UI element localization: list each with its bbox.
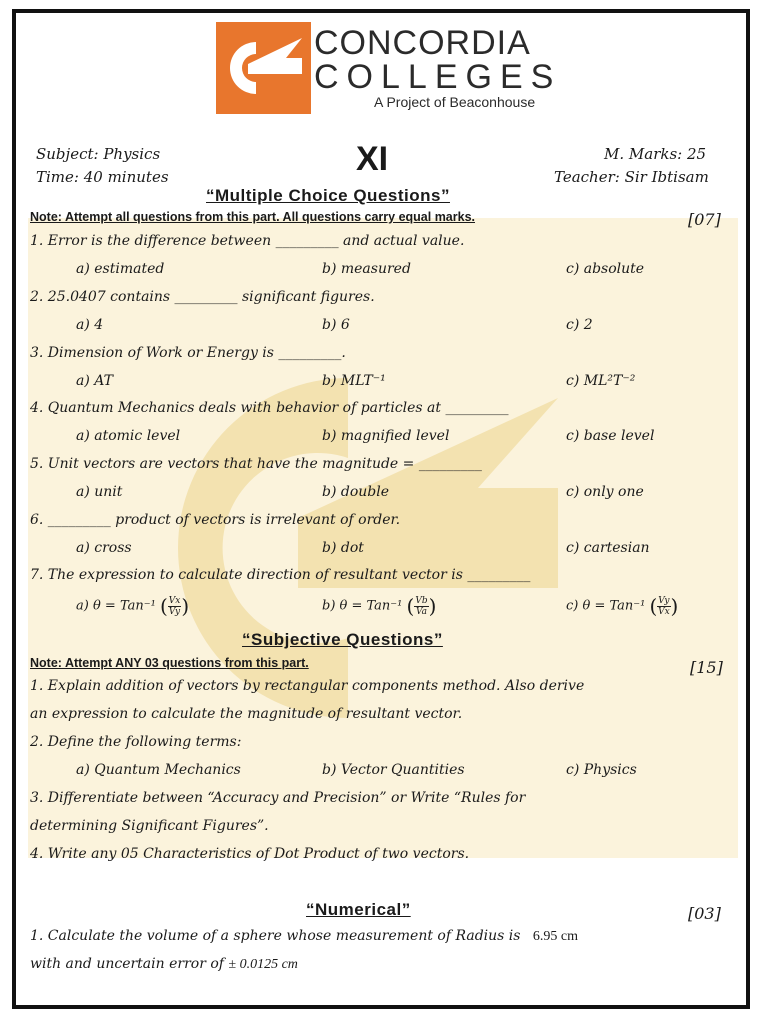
subjective-question-3-line1: 3. Differentiate between “Accuracy and Precision” or Write “Rules for — [30, 790, 526, 806]
subjective-question-1-line1: 1. Explain addition of vectors by rectangular components method. Also derive — [30, 678, 585, 694]
logo-name-line1: CONCORDIA — [314, 24, 531, 62]
max-marks-label: M. Marks: 25 — [604, 145, 707, 163]
mcq-question-3: 3. Dimension of Work or Energy is _________. — [30, 345, 346, 361]
q7-a-prefix: a) θ = Tan⁻¹ — [76, 598, 156, 614]
mcq-q7-option-b: b) θ = Tan⁻¹ ( $\frac{Vb}{Va}$ ) — [322, 594, 437, 618]
time-label: Time: 40 minutes — [36, 168, 169, 186]
numerical-q1-text-2: with and uncertain error of — [30, 956, 224, 972]
q7-c-denominator: Vx — [658, 606, 670, 617]
mcq-title: “Multiple Choice Questions” — [206, 186, 450, 205]
subjective-q2-term-b: b) Vector Quantities — [322, 762, 465, 778]
mcq-question-4: 4. Quantum Mechanics deals with behavior of particles at _________ — [30, 400, 509, 416]
subjective-question-4: 4. Write any 05 Characteristics of Dot Product of two vectors. — [30, 846, 470, 862]
mcq-q7-option-c: c) θ = Tan⁻¹ ( $\frac{Vy}{Vx}$ ) — [566, 594, 679, 618]
numerical-question-1-line2 — [30, 956, 298, 973]
mcq-q4-option-c: c) base level — [566, 428, 655, 444]
mcq-note: Note: Attempt all questions from this part. All questions carry equal marks. — [30, 210, 475, 224]
q7-a-denominator: Vy — [168, 606, 181, 617]
mcq-question-1: 1. Error is the difference between _________ and actual value. — [30, 233, 465, 249]
logo-tagline: A Project of Beaconhouse — [374, 94, 536, 110]
mcq-q5-option-a: a) unit — [76, 484, 123, 500]
mcq-q4-option-a: a) atomic level — [76, 428, 181, 444]
numerical-question-1-line1 — [30, 928, 578, 945]
subjective-marks: [15] — [690, 658, 723, 677]
subjective-title: “Subjective Questions” — [242, 630, 443, 649]
mcq-q1-option-b: b) measured — [322, 261, 411, 277]
q7-b-prefix: b) θ = Tan⁻¹ — [322, 598, 403, 614]
mcq-q2-option-b: b) 6 — [322, 317, 350, 333]
mcq-q3-option-a: a) AT — [76, 373, 113, 389]
mcq-question-7: 7. The expression to calculate direction of resultant vector is _________ — [30, 567, 531, 583]
mcq-question-5: 5. Unit vectors are vectors that have the magnitude = _________ — [30, 456, 482, 472]
mcq-q5-option-c: c) only one — [566, 484, 644, 500]
concordia-logo-icon — [216, 22, 311, 114]
numerical-title: “Numerical” — [306, 900, 411, 919]
mcq-q5-option-b: b) double — [322, 484, 390, 500]
q7-c-numerator: Vy — [658, 595, 670, 606]
mcq-question-6: 6. _________ product of vectors is irrelevant of order. — [30, 512, 401, 528]
mcq-q4-option-b: b) magnified level — [322, 428, 450, 444]
mcq-q2-option-c: c) 2 — [566, 317, 593, 333]
numerical-q1-text: 1. Calculate the volume of a sphere whose measurement of Radius is — [30, 928, 521, 944]
mcq-q1-option-c: c) absolute — [566, 261, 645, 277]
mcq-marks: [07] — [688, 210, 721, 229]
mcq-q3-option-c: c) ML²T⁻² — [566, 373, 636, 389]
teacher-label: Teacher: Sir Ibtisam — [554, 168, 709, 186]
numerical-q1-radius-value: 6.95 cm — [532, 929, 579, 944]
mcq-q6-option-a: a) cross — [76, 540, 132, 556]
college-logo — [216, 22, 562, 118]
mcq-q6-option-b: b) dot — [322, 540, 364, 556]
class-label: XI — [356, 140, 389, 178]
mcq-q6-option-c: c) cartesian — [566, 540, 650, 556]
q7-a-numerator: Vx — [168, 595, 181, 606]
subjective-question-2: 2. Define the following terms: — [30, 734, 242, 750]
q7-b-numerator: Vb — [415, 595, 428, 606]
q7-b-denominator: Va — [415, 606, 427, 617]
subject-label: Subject: Physics — [36, 145, 161, 163]
subjective-question-1-line2: an expression to calculate the magnitude of resultant vector. — [30, 706, 463, 722]
q7-c-prefix: c) θ = Tan⁻¹ — [566, 598, 646, 614]
numerical-q1-error-value: ± 0.0125 cm — [228, 957, 298, 972]
subjective-q2-term-c: c) Physics — [566, 762, 637, 778]
mcq-q2-option-a: a) 4 — [76, 317, 104, 333]
mcq-question-2: 2. 25.0407 contains _________ significant figures. — [30, 289, 375, 305]
numerical-marks: [03] — [688, 904, 721, 923]
subjective-q2-term-a: a) Quantum Mechanics — [76, 762, 241, 778]
mcq-q7-option-a: a) θ = Tan⁻¹ ( $\frac{Vx}{Vy}$ ) — [76, 594, 190, 618]
logo-name-line2: COLLEGES — [314, 58, 562, 96]
mcq-q1-option-a: a) estimated — [76, 261, 165, 277]
subjective-question-3-line2: determining Significant Figures”. — [30, 818, 269, 834]
subjective-note: Note: Attempt ANY 03 questions from this part. — [30, 656, 309, 670]
mcq-q3-option-b: b) MLT⁻¹ — [322, 373, 386, 389]
